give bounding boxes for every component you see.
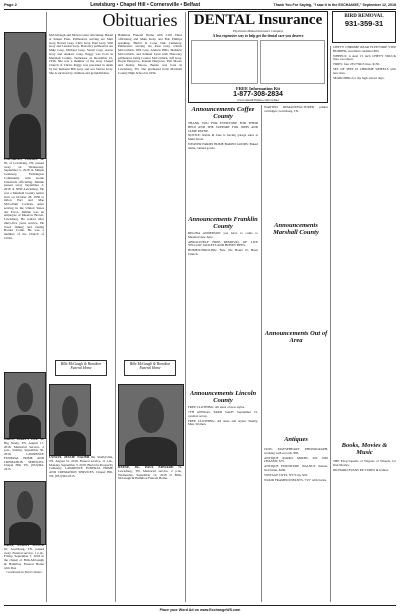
classified-item: FREE CLOTHING: All sizes and styles: Shelby, Men, Women. (188, 418, 258, 427)
classified-item: 7TH ANNUAL YARD SALE: September 15, vendors set up. (188, 409, 258, 418)
dental-insurance-ad (188, 11, 328, 103)
obituary-gray-continued (49, 34, 113, 359)
funeral-home-logo-text: Bills-McGaugh & Hamilton Funeral Home (129, 362, 171, 370)
obituary-cochran (4, 158, 44, 368)
continued-note: Continued on Next Column (6, 570, 42, 575)
classified-item: WOOD FRAMED INFANTS, 7'x5" with backs. (264, 478, 327, 482)
obituary-name: LYNCH, JESSIE NAOMI (49, 456, 90, 459)
classified-item: FREE CLOTHING: All sizes of new styles. (188, 406, 245, 409)
classified-item: THANK YOU FOR EVERYONE FOR THEIR HELP AND THE SUPPORT FOR JOHN AND JANIE PAYNE. (188, 122, 258, 133)
dental-ad-web: www.dental50plus.com/cadnet (237, 98, 279, 102)
heading-franklin-county: Announcements Franklin County (188, 216, 258, 230)
classified-item: CHEVY CHROME REAR FLEETSIDE STEP BUMPER, excellent condition $95. (333, 46, 396, 53)
obituary-gray (4, 544, 44, 596)
obituary-reese (118, 466, 182, 526)
obituary-photo (49, 384, 91, 456)
dental-ad-subtitle: Physicians Mutual Insurance Company (232, 29, 284, 33)
classified-item: ANTIQUE RADIO MODEL 202 1920 CHASSIS; $75. (264, 455, 328, 464)
classified-item: ABSOLUTELY FREE REMOVAL OF LIVE YELLOW JACKETS AND HONEY BEES. (188, 239, 258, 248)
classified-item: 1920's MAYSEBEARY PHONOGRAPH, working with records. $95. (264, 448, 328, 455)
classified-item: THE Encyclopedia of Wagons of Wheels, for Dan Mosley. (333, 460, 396, 467)
classified-list (188, 232, 258, 388)
obituary-photo (4, 481, 46, 545)
classified-item: WANTED REMANUFACTURED printer cartridges, Lewisburg, TN. (264, 106, 328, 113)
classified-list (264, 238, 328, 328)
classified-list (333, 46, 396, 346)
obituary-lynch-photo-side (90, 384, 113, 454)
page-header (0, 0, 400, 9)
obituary-name: GRAY, PEGGY JOYCE (4, 544, 44, 547)
obituary-lynch (49, 456, 113, 506)
header-towns: Lewisburg • Chapel Hill • Cornersville • Belfast (90, 1, 201, 8)
obituary-text: 85, of Lewisburg, TN, passed away on Wednesday, September 5, 2018 in Simple Cemetery, Farmington Community with Gettie Chadwick officiating. Jimmie passed away September 2, 2018 at NHC-Lewisburg. He was a Marshall County native born on October 28, 1936 to Orion Earl and Mae McCollum Cochran. After serving in the United States Air Force, Jimmie was an employee of Meadow Brown, Lewisburg. He retired after thirty-five years service. He loved fishing and raising Border Collie. He was a member of the Church of Christ. (4, 160, 44, 240)
classified-item: SET OF JEEP 16 CHROME WHEELS with new tires. (333, 67, 396, 76)
page-number: Page 2 (4, 2, 17, 7)
column-divider (115, 34, 116, 602)
dental-ad-phone: 1-877-308-2834 (233, 91, 283, 98)
classified-item: REGINA ANDERSON you have to come to Meadowview Apts. (188, 232, 258, 239)
books-list (333, 460, 396, 600)
obituaries-title: Obituaries (102, 10, 178, 30)
header-tagline: Thank You For Saying, "I saw it in the EXCHANGE," September 12, 2018 (273, 2, 396, 7)
obituary-text: 76, Lewisburg, TN, Memorial service, 2 p.m., Wednesday, September 12, 2018 at Bills-McGaugh & Hamilton Funeral Home. (118, 466, 182, 481)
heading-marshall-county: Announcements Marshall County (273, 222, 319, 236)
column-divider (330, 46, 331, 602)
dental-ad-table (260, 40, 325, 84)
classified-item: WHEELS: 4 steel 15 inch CHEVY TRUCK tires, Goodyear. (333, 53, 396, 62)
column-divider (185, 12, 186, 602)
dental-ad-title: DENTAL Insurance (193, 12, 323, 28)
funeral-home-logo (55, 360, 107, 376)
classified-list (264, 106, 328, 220)
classified-item: NOTICE: Ruble & Jane is having garage sales at Main Street. (188, 133, 258, 142)
column-divider (261, 105, 262, 602)
classified-item: ANTIQUE FURNITURE WALNUT dresser, bed frame, $200. (264, 464, 328, 473)
funeral-home-logo-text: Bills-McGaugh & Hamilton Funeral Home (60, 362, 102, 370)
heading-lincoln-county: Announcements Lincoln County (189, 390, 257, 404)
obituary-bessie-continued (118, 34, 182, 359)
bird-removal-ad (332, 11, 396, 43)
obituary-text: McCullough and Shawn Grant officiating. Burial at Sunset Park. Pallbearers serving are Matt Gray, Robert Gray, Chris Gray, Paul Gray, Will Gray and Landon Gray. Honorary pallbearers are Mike Gray, Michael Gray, Storm Gray, Aaron Gray and Andrew Gray. Peggy was born in Marshall County, Tennessee on December 12, 1936. She was a member of the Gray Chapel Church of Christ. Peggy was preceded in death by her husband Bill Gray and son Steven Gray. She is survived by children and grandchildren. (49, 34, 113, 75)
classified-item: SEARCHING for my high school days. (333, 76, 385, 80)
obituary-name: COCHRAN, JIMMIE W. (4, 158, 44, 161)
funeral-home-logo (124, 360, 176, 376)
column-divider (46, 12, 47, 602)
heading-books-movies-music: Books, Movies & Music (341, 442, 388, 456)
obituary-name: REESE, JR., PAUL EDWARD (118, 466, 174, 469)
obituary-name: GHEE, MARTY LEE (4, 438, 38, 441)
classified-list (188, 122, 258, 214)
antiques-list (264, 448, 328, 600)
classified-item: RICHARD EVANS PICTURES & frames. (333, 467, 389, 472)
classified-list (264, 346, 328, 434)
obituary-text: Hamilton Funeral Home with Cliff Vines officiating and Mike Keny and Bob Phillips speaking. Burial in Lone Oak Cemetery. Pallbearers serving are Paul Gray, Chuck McCormick, Will Gray, Andrew Hills, Matthew McCormick, and Samuel Lynn with Honorary pallbearers being Connor McCormick, Jeff Gray. Doyle Hargrove, Ronnie Hargrove, Tim Moore and Kenny Moore. Bessie was born in Lewisburg, TN. She graduated from Marshall County High School in 1959. (118, 34, 182, 75)
dental-ad-tagline: A less expensive way to help get the dental care you deserve (212, 34, 304, 38)
heading-out-of-area: Announcements Out of Area (264, 330, 328, 344)
classified-item: TIRES: four 235/75R15 tires, $150. (333, 62, 380, 67)
obituary-photo (4, 372, 46, 439)
dental-ad-phone-label: FREE Information Kit (235, 86, 280, 91)
classified-item: HOMESCHOOLING: New life Hours To Heart Church. (188, 248, 258, 257)
bird-ad-title: BIRD REMOVAL (344, 14, 384, 19)
obituary-photo (4, 32, 46, 159)
dental-ad-features (191, 40, 258, 84)
classified-item: VINTAGE TOYS, NY/S tin, $35. (264, 473, 308, 478)
bird-ad-phone: 931-359-31 (344, 19, 384, 28)
obituary-photo (118, 384, 184, 466)
page-footer: Place your Word Ad on www.ExchangeWS.com (159, 608, 241, 612)
obituary-text: 81, Lewisburg, TN, passed away. Funeral service, 1 p.m., Friday, September 7, 2018 in the chapel of Bills-McGaugh & Hamilton Funeral Home with Don (4, 546, 44, 570)
classified-list (188, 406, 258, 600)
obituary-ghee (4, 438, 44, 478)
classified-item: WEAVER FARMS HOME BAKED GOODS: Baked items, canned goods. (188, 142, 258, 150)
dental-ad-details (189, 38, 327, 86)
heading-antiques: Antiques (284, 436, 308, 443)
obituary-text: 58, Big Sandy, TN, August 17, 2018. Memorial Service, 2 p.m., Sunday, September 30, 2018, LAWRENCE FUNERAL HOME AND CREMATION SERVICES, Chapel Hill, TN, (931)364-2215. (4, 438, 44, 471)
heading-coffee-county: Announcements Coffee County (191, 106, 255, 120)
obituary-text: 84, Shelbyville, TN, August 31, 2018. Funeral service, 11 a.m., Monday, September 3, 2018. Burial in Prosperity Cemetery. LAWRENCE FUNERAL HOME AND CREMATION SERVICES, Chapel Hill, TN, (931)364-2215. (49, 456, 113, 478)
